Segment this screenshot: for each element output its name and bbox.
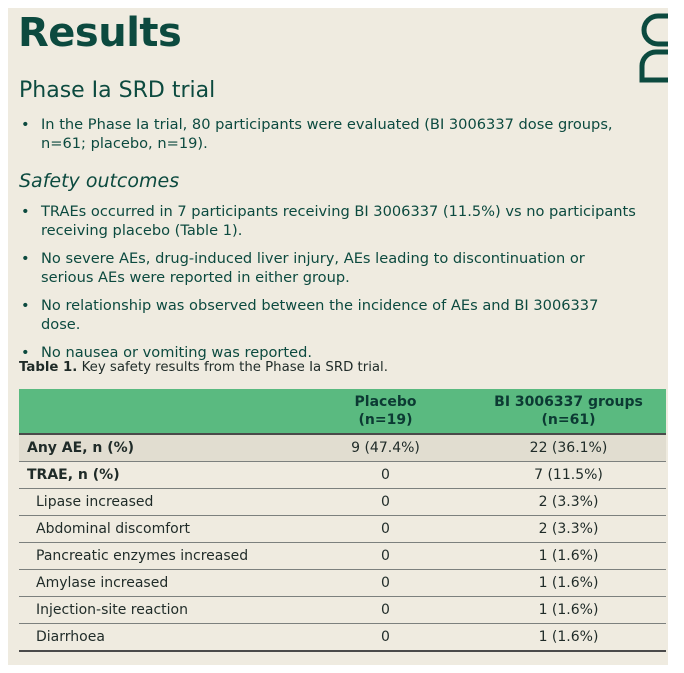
placebo-value: 0: [300, 462, 471, 489]
placebo-value: 0: [300, 570, 471, 597]
row-label: Abdominal discomfort: [19, 516, 300, 543]
safety-results-table: [19, 389, 666, 652]
table-row: [19, 597, 666, 624]
placebo-value: 9 (47.4%): [300, 434, 471, 462]
table-row: [19, 624, 666, 652]
table-row: [19, 543, 666, 570]
header-bi-n: (n=61): [541, 412, 596, 428]
bi-value: 2 (3.3%): [471, 489, 666, 516]
table-row: [19, 570, 666, 597]
table-row: [19, 462, 666, 489]
table-caption: [19, 360, 388, 375]
intro-bullet-list: [19, 115, 639, 162]
placebo-value: 0: [300, 543, 471, 570]
page-title: Results: [18, 10, 182, 56]
table-row: [19, 434, 666, 462]
bi-value: 7 (11.5%): [471, 462, 666, 489]
table-caption-label: Table 1.: [19, 360, 78, 375]
bullet-icon: •: [21, 344, 30, 361]
placebo-value: 0: [300, 516, 471, 543]
bi-value: 1 (1.6%): [471, 624, 666, 652]
bi-value: 1 (1.6%): [471, 543, 666, 570]
row-label: Injection-site reaction: [19, 597, 300, 624]
header-bi-groups: [471, 389, 666, 434]
safety-outcomes-title: Safety outcomes: [19, 170, 180, 192]
placebo-value: 0: [300, 597, 471, 624]
bullet-text: TRAEs occurred in 7 participants receiving BI 3006337 (11.5%) vs no participants receiving placebo (Table 1).: [41, 203, 636, 239]
header-placebo-n: (n=19): [358, 412, 413, 428]
bullet-icon: •: [21, 116, 30, 133]
bi-value: 22 (36.1%): [471, 434, 666, 462]
list-item: [19, 249, 639, 287]
section-title: Phase Ia SRD trial: [19, 78, 216, 103]
bi-value: 1 (1.6%): [471, 597, 666, 624]
table-caption-text: Key safety results from the Phase Ia SRD trial.: [77, 360, 388, 375]
bullet-text: No severe AEs, drug-induced liver injury, AEs leading to discontinuation or serious AEs were reported in either group.: [41, 250, 585, 286]
table-row: [19, 516, 666, 543]
bullet-text: No relationship was observed between the incidence of AEs and BI 3006337 dose.: [41, 297, 599, 333]
row-label: Amylase increased: [19, 570, 300, 597]
header-bi-label: BI 3006337 groups: [494, 394, 643, 410]
table-row: [19, 489, 666, 516]
bullet-icon: •: [21, 203, 30, 220]
header-empty-cell: [19, 389, 300, 434]
row-label: Diarrhoea: [19, 624, 300, 652]
safety-bullet-list: [19, 202, 639, 371]
logo-fragment-graphic: [606, 8, 668, 88]
header-placebo-label: Placebo: [354, 394, 417, 410]
row-label: Any AE, n (%): [19, 434, 300, 462]
bullet-icon: •: [21, 250, 30, 267]
list-item: [19, 296, 639, 334]
row-label: Pancreatic enzymes increased: [19, 543, 300, 570]
bullet-icon: •: [21, 297, 30, 314]
table-header-row: [19, 389, 666, 434]
row-label: Lipase increased: [19, 489, 300, 516]
bi-value: 2 (3.3%): [471, 516, 666, 543]
bi-value: 1 (1.6%): [471, 570, 666, 597]
bullet-text: No nausea or vomiting was reported.: [41, 344, 312, 361]
placebo-value: 0: [300, 624, 471, 652]
list-item: [19, 115, 639, 153]
row-label: TRAE, n (%): [19, 462, 300, 489]
header-placebo: [300, 389, 471, 434]
results-panel: [8, 8, 668, 665]
bullet-text: In the Phase Ia trial, 80 participants were evaluated (BI 3006337 dose groups, n=61; placebo, n=19).: [41, 116, 613, 152]
placebo-value: 0: [300, 489, 471, 516]
list-item: [19, 202, 639, 240]
